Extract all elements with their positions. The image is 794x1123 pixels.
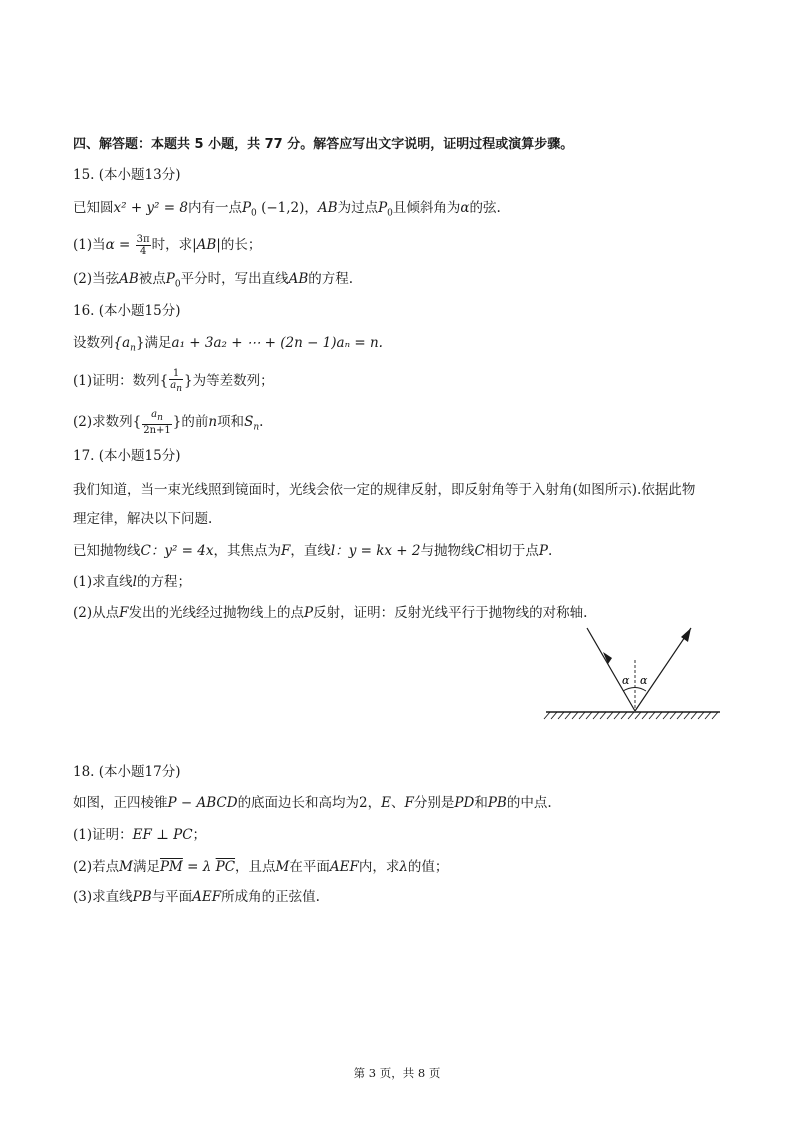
vector-pm: $\overline{PM}$ (159, 859, 183, 875)
mirror-hatching (544, 712, 718, 719)
section-heading: 四、解答题：本题共 5 小题，共 77 分。解答应写出文字说明，证明过程或演算步骤。 (73, 137, 574, 152)
q17-part1: (1)求直线l的方程； (73, 574, 191, 590)
q18-part3: (3)求直线PB与平面AEF所成角的正弦值. (73, 889, 320, 905)
q15-header: 15. (本小题13分) (73, 167, 181, 183)
angle-arc (623, 688, 646, 692)
q18-part2: (2)若点M满足$\overline{PM} = \lambda$ $\overline{PC}$，且点M在平面AEF内，求λ的值； (73, 859, 449, 875)
q17-intro-1: 我们知道，当一束光线照到镜面时，光线会依一定的规律反射，即反射角等于入射角(如图所示).依据此物 (73, 482, 696, 498)
fraction-3pi-over-4: $\frac{3\pi}{4}$ (136, 234, 150, 257)
angle-label-left: α (622, 674, 630, 687)
fraction-1-over-an: $\frac{1}{a_n}$ (170, 368, 182, 394)
q17-intro-2: 理定律，解决以下问题. (73, 511, 213, 527)
q15-stem: 已知圆x² + y² = 8内有一点$P_0$ (−1,2)，AB为过点$P_0$且倾斜角为α的弦. (73, 200, 501, 219)
q16-part2: (2)求数列{ $\frac{a_n}{2n+1}$ }的前n项和$S_n$. (73, 409, 264, 436)
q18-part1: (1)证明：EF ⊥ PC； (73, 827, 207, 843)
q15-part1: (1)当α = $\frac{3\pi}{4}$ 时，求|AB|的长； (73, 234, 262, 257)
q16-header: 16. (本小题15分) (73, 303, 181, 319)
q17-part2: (2)从点F发出的光线经过抛物线上的点P反射，证明：反射光线平行于抛物线的对称轴. (73, 605, 588, 621)
q18-stem: 如图，正四棱锥P − ABCD的底面边长和高均为2，E、F分别是PD和PB的中点. (73, 795, 552, 811)
q15-part2: (2)当弦AB被点$P_0$平分时，写出直线AB的方程. (73, 271, 354, 290)
incident-ray (587, 628, 635, 711)
q18-header: 18. (本小题17分) (73, 764, 181, 780)
angle-label-right: α (640, 674, 648, 687)
page-number: 第 3 页，共 8 页 (353, 1066, 441, 1080)
reflected-ray (635, 628, 691, 711)
q17-header: 17. (本小题15分) (73, 448, 181, 464)
q16-stem: 设数列$\{a_n\}$满足a₁ + 3a₂ + ⋯ + (2n − 1)aₙ = n. (73, 335, 383, 354)
q17-stem: 已知抛物线C：y² = 4x，其焦点为F，直线l：y = kx + 2与抛物线C相切于点P. (73, 543, 553, 559)
q16-part1: (1)证明：数列{ $\frac{1}{a_n}$ }为等差数列； (73, 368, 274, 394)
reflection-diagram (540, 622, 725, 722)
vector-pc: $\overline{PC}$ (215, 859, 236, 875)
fraction-an-over-2n1: $\frac{a_n}{2n+1}$ (143, 409, 171, 436)
